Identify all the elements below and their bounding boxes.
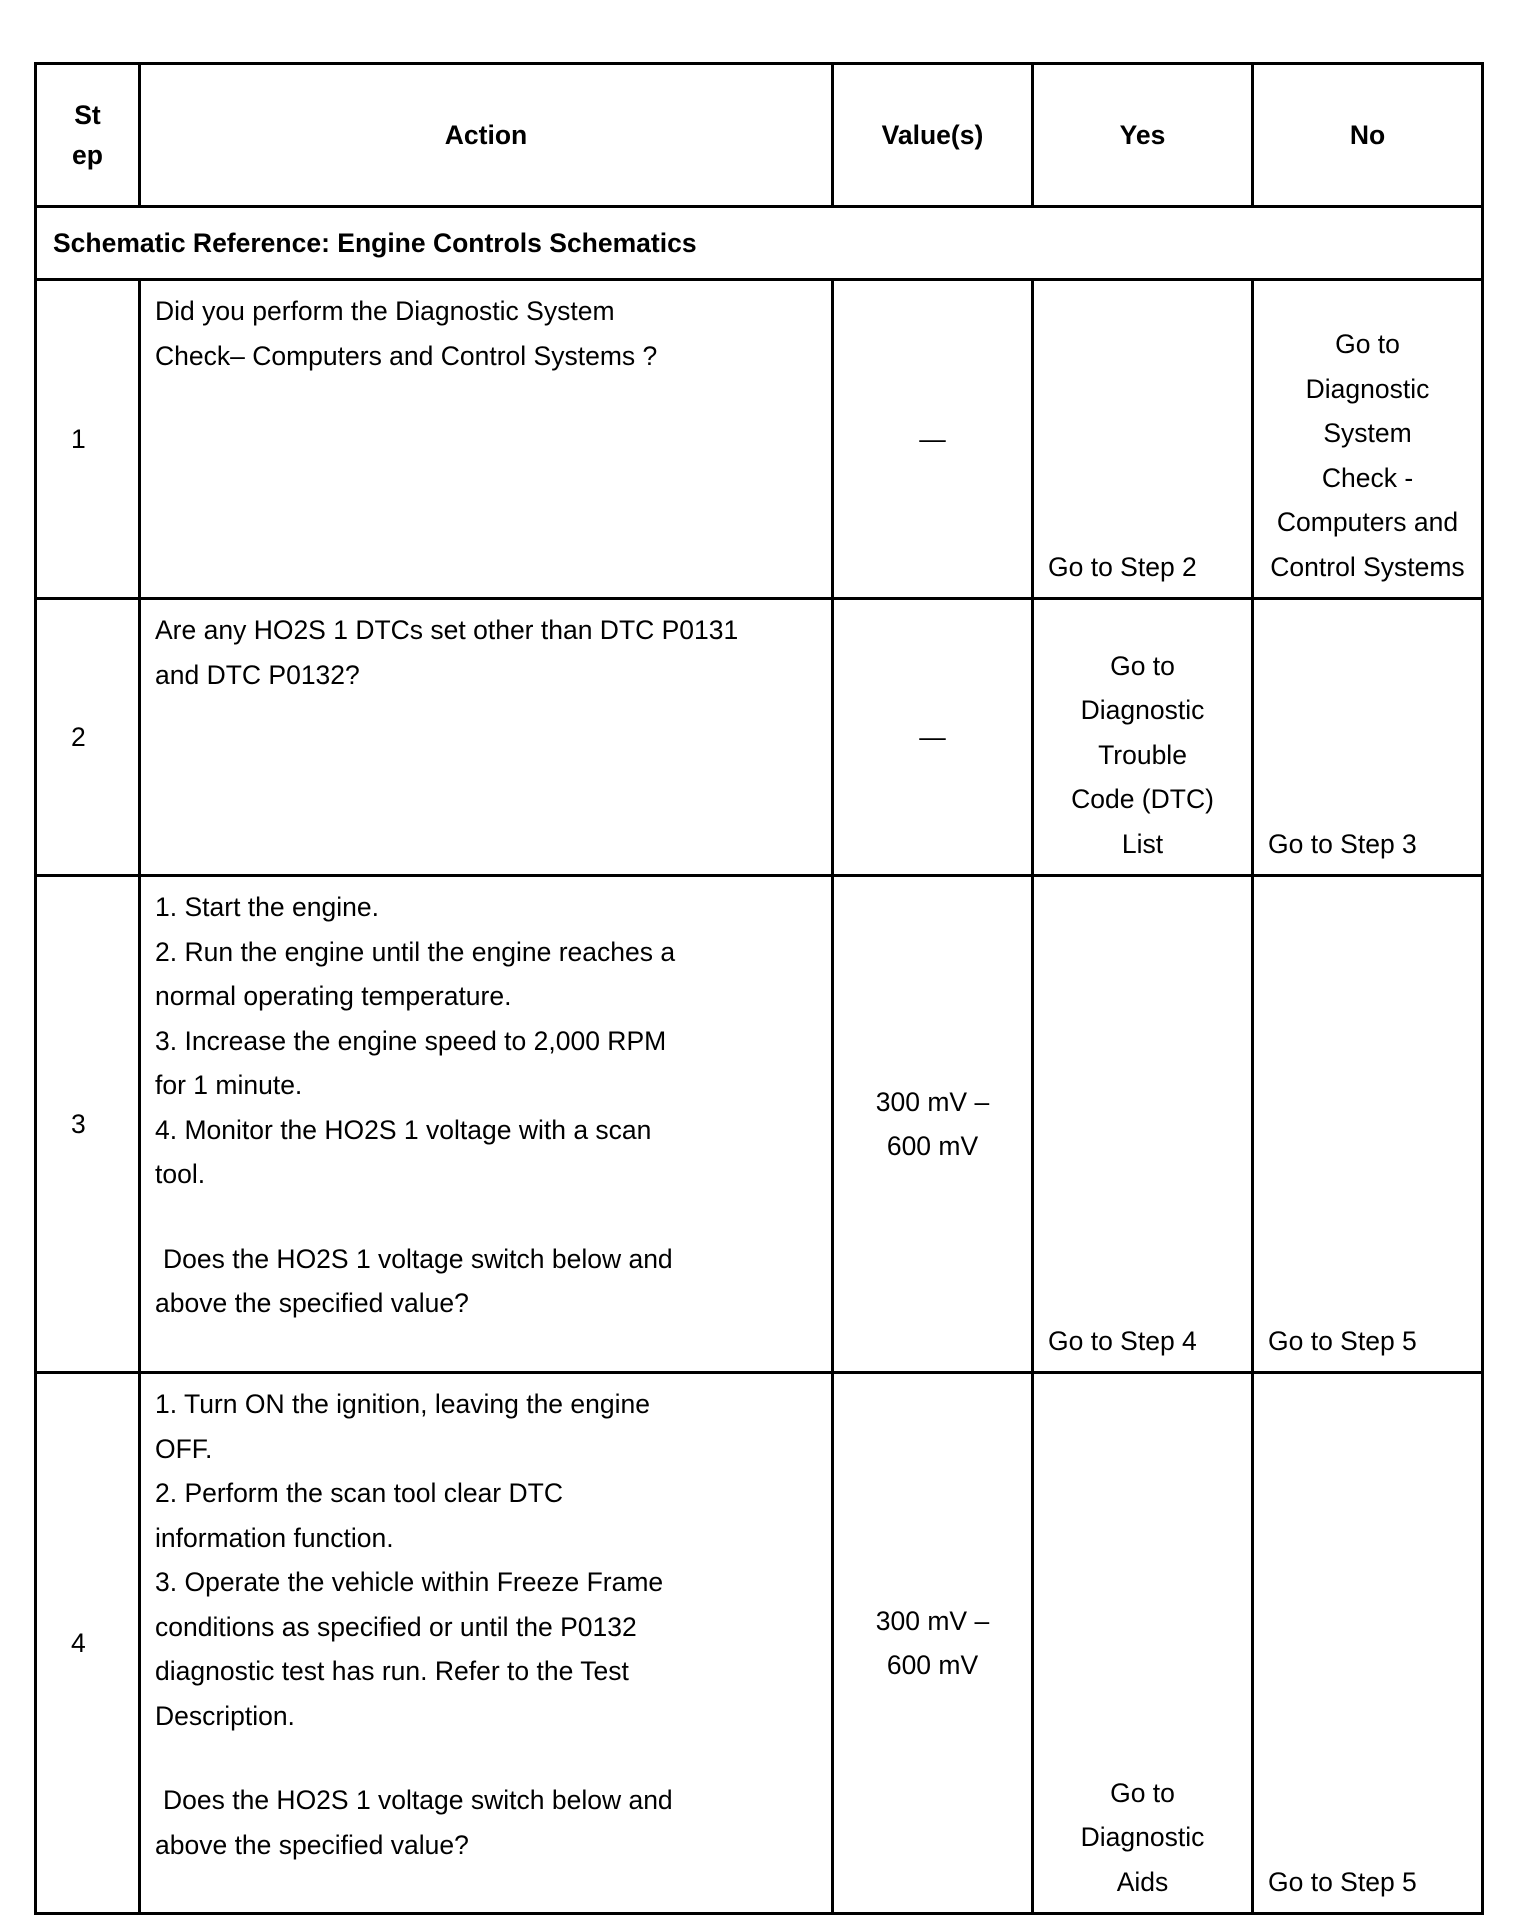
- yes-line: Aids: [1116, 1866, 1169, 1897]
- value-line: 600 mV: [886, 1650, 979, 1680]
- table-row: [36, 599, 1483, 876]
- action-line: 2. Perform the scan tool clear DTC: [155, 1478, 563, 1508]
- value-cell: —: [833, 280, 1033, 599]
- yes-line: Go to: [1110, 650, 1175, 681]
- header-step-line1: St: [74, 100, 101, 130]
- header-step-line2: ep: [72, 140, 103, 170]
- no-text: Go to Step 3: [1268, 828, 1417, 859]
- action-line: tool.: [155, 1159, 206, 1189]
- yes-line: Diagnostic: [1080, 1822, 1205, 1852]
- step-number: 4: [36, 1373, 140, 1914]
- header-action: Action: [140, 64, 833, 207]
- step-number: 2: [36, 599, 140, 876]
- yes-line: Go to: [1110, 1777, 1175, 1808]
- action-cell: [140, 599, 833, 876]
- yes-cell: [1033, 1373, 1253, 1914]
- question-line: Does the HO2S 1 voltage switch below and: [163, 1243, 673, 1274]
- schematic-reference-row: [36, 207, 1483, 280]
- no-line: System: [1323, 418, 1412, 448]
- value-cell: [833, 876, 1033, 1373]
- question-line: Does the HO2S 1 voltage switch below and: [163, 1785, 673, 1815]
- yes-cell: [1033, 599, 1253, 876]
- table-row: [36, 876, 1483, 1373]
- header-step: [36, 64, 140, 207]
- no-line: Diagnostic: [1305, 373, 1430, 404]
- table-row: [36, 280, 1483, 599]
- yes-text: Go to Step 4: [1048, 1325, 1197, 1356]
- action-line: 4. Monitor the HO2S 1 voltage with a scan: [155, 1114, 652, 1145]
- no-line: Go to: [1335, 329, 1400, 359]
- value-cell: —: [833, 599, 1033, 876]
- yes-line: List: [1121, 828, 1164, 859]
- value-cell: [833, 1373, 1033, 1914]
- no-text: Go to Step 5: [1268, 1325, 1417, 1356]
- header-values: Value(s): [833, 64, 1033, 207]
- value-line: 300 mV –: [875, 1086, 990, 1117]
- action-cell: [140, 1373, 833, 1914]
- no-line: Computers and: [1276, 507, 1459, 537]
- yes-text: Go to Step 2: [1048, 551, 1197, 582]
- no-line: Check -: [1321, 462, 1414, 493]
- action-line: 1. Turn ON the ignition, leaving the engine: [155, 1389, 650, 1419]
- action-line: conditions as specified or until the P0132: [155, 1611, 637, 1642]
- no-cell: [1253, 1373, 1483, 1914]
- question-line: above the specified value?: [155, 1288, 469, 1318]
- action-line: 2. Run the engine until the engine reaches a: [155, 936, 676, 967]
- action-line: OFF.: [155, 1433, 213, 1464]
- action-line: 3. Increase the engine speed to 2,000 RPM: [155, 1025, 667, 1056]
- no-text: Go to Step 5: [1268, 1866, 1417, 1897]
- diagnostic-table: [34, 62, 1484, 1915]
- action-line: for 1 minute.: [155, 1070, 303, 1100]
- step-number: 1: [36, 280, 140, 599]
- action-line: 1. Start the engine.: [155, 892, 379, 922]
- action-line: Check– Computers and Control Systems ?: [155, 340, 658, 371]
- spacer: [155, 1738, 817, 1778]
- yes-cell: [1033, 280, 1253, 599]
- no-cell: [1253, 599, 1483, 876]
- yes-cell: [1033, 876, 1253, 1373]
- schematic-reference: Schematic Reference: Engine Controls Schematics: [36, 207, 1483, 280]
- action-line: information function.: [155, 1522, 394, 1553]
- action-line: Description.: [155, 1700, 295, 1731]
- no-cell: [1253, 876, 1483, 1373]
- no-cell: [1253, 280, 1483, 599]
- header-no: No: [1253, 64, 1483, 207]
- table-row: [36, 1373, 1483, 1914]
- no-line: Control Systems: [1270, 551, 1465, 582]
- header-yes: Yes: [1033, 64, 1253, 207]
- spacer: [155, 1197, 817, 1237]
- step-number: 3: [36, 876, 140, 1373]
- value-line: 300 mV –: [875, 1605, 990, 1636]
- action-cell: [140, 876, 833, 1373]
- action-line: 3. Operate the vehicle within Freeze Frame: [155, 1567, 664, 1597]
- action-line: and DTC P0132?: [155, 659, 360, 690]
- action-line: Did you perform the Diagnostic System: [155, 296, 615, 326]
- yes-line: Code (DTC): [1071, 784, 1214, 814]
- action-line: Are any HO2S 1 DTCs set other than DTC P0131: [155, 615, 739, 645]
- action-line: diagnostic test has run. Refer to the Test: [155, 1656, 629, 1686]
- action-line: normal operating temperature.: [155, 981, 512, 1011]
- header-row: [36, 64, 1483, 207]
- yes-line: Trouble: [1098, 739, 1187, 770]
- question-line: above the specified value?: [155, 1829, 469, 1860]
- action-cell: [140, 280, 833, 599]
- yes-line: Diagnostic: [1080, 695, 1205, 725]
- value-line: 600 mV: [886, 1131, 979, 1161]
